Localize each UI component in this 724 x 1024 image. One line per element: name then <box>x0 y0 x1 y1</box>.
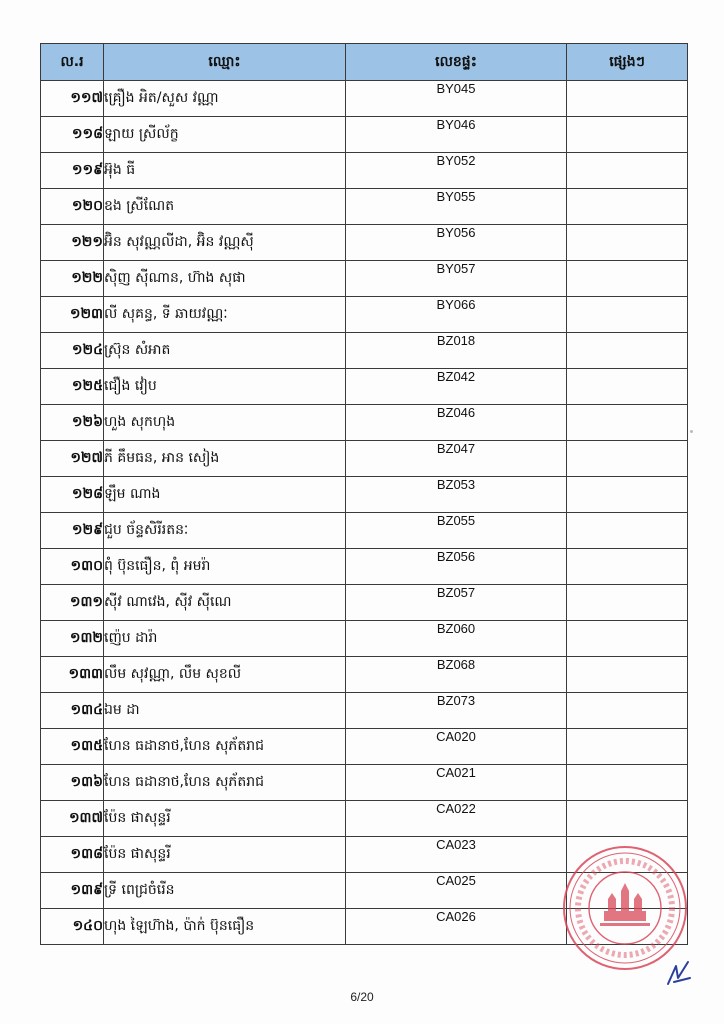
row-number-cell: ១៣៨ <box>41 837 104 873</box>
row-house-number-cell: BZ073 <box>346 693 567 729</box>
row-name-cell: ជួប ច័ន្ទសិរីរតនៈ <box>104 513 346 549</box>
row-name-cell: លី សុគន្ធ, ទី ឆាយវណ្ណៈ <box>104 297 346 333</box>
row-house-number-cell: BZ046 <box>346 405 567 441</box>
table-row <box>41 369 688 405</box>
row-number-cell: ១២៦ <box>41 405 104 441</box>
row-number-cell: ១៣១ <box>41 585 104 621</box>
row-number-cell: ១២៣ <box>41 297 104 333</box>
row-other-cell <box>567 801 688 837</box>
row-number-cell: ១៣២ <box>41 621 104 657</box>
header-number: ល.រ <box>41 44 104 81</box>
row-number-cell: ១៣៦ <box>41 765 104 801</box>
table-row <box>41 621 688 657</box>
table-row <box>41 441 688 477</box>
row-number-cell: ១២៤ <box>41 333 104 369</box>
row-house-number-cell: BZ056 <box>346 549 567 585</box>
table-row <box>41 261 688 297</box>
header-row <box>41 44 688 81</box>
table-row <box>41 513 688 549</box>
table-row <box>41 81 688 117</box>
table-row <box>41 189 688 225</box>
row-house-number-cell: CA026 <box>346 909 567 945</box>
row-name-cell: ហែន ធដានាថ,ហែន សុភ័តរាជ <box>104 765 346 801</box>
row-other-cell <box>567 693 688 729</box>
page-number: 6/20 <box>350 990 374 1004</box>
row-other-cell <box>567 477 688 513</box>
row-name-cell: ឡាយ ស្រីល័ក្ខ <box>104 117 346 153</box>
resident-table <box>40 43 688 945</box>
row-number-cell: ១២២ <box>41 261 104 297</box>
row-name-cell: ពុំ ប៊ុនធឿន, ពុំ អមរ៉ា <box>104 549 346 585</box>
table-row <box>41 297 688 333</box>
row-other-cell <box>567 441 688 477</box>
row-number-cell: ១២៥ <box>41 369 104 405</box>
table-row <box>41 801 688 837</box>
row-name-cell: លឹម សុវណ្ណា, លឹម សុខលី <box>104 657 346 693</box>
table-row <box>41 657 688 693</box>
row-name-cell: ឧង ស្រីណែត <box>104 189 346 225</box>
row-name-cell: ឡឹម ណាង <box>104 477 346 513</box>
table-row <box>41 693 688 729</box>
row-name-cell: អ៊ុង ធី <box>104 153 346 189</box>
row-number-cell: ១១៨ <box>41 117 104 153</box>
row-other-cell <box>567 333 688 369</box>
row-house-number-cell: BY057 <box>346 261 567 297</box>
row-name-cell: ហួង សុកហុង <box>104 405 346 441</box>
row-number-cell: ១៣៤ <box>41 693 104 729</box>
table-row <box>41 765 688 801</box>
table-row <box>41 477 688 513</box>
row-house-number-cell: BZ053 <box>346 477 567 513</box>
table-header <box>41 44 688 81</box>
row-number-cell: ១២៩ <box>41 513 104 549</box>
row-number-cell: ១៤០ <box>41 909 104 945</box>
table-row <box>41 729 688 765</box>
row-other-cell <box>567 549 688 585</box>
row-number-cell: ១២០ <box>41 189 104 225</box>
row-number-cell: ១១៩ <box>41 153 104 189</box>
table-row <box>41 225 688 261</box>
row-name-cell: ញ៉េប ដារ៉ា <box>104 621 346 657</box>
row-number-cell: ១២១ <box>41 225 104 261</box>
row-other-cell <box>567 189 688 225</box>
row-other-cell <box>567 585 688 621</box>
row-name-cell: ជឿង វៀប <box>104 369 346 405</box>
row-house-number-cell: CA020 <box>346 729 567 765</box>
table-row <box>41 153 688 189</box>
table-row <box>41 549 688 585</box>
row-name-cell: ឯម ដា <box>104 693 346 729</box>
row-number-cell: ១៣៧ <box>41 801 104 837</box>
row-other-cell <box>567 621 688 657</box>
row-name-cell: ប៉ែន ផាសុន្ទរី <box>104 801 346 837</box>
row-name-cell: ប៉ែន ផាសុន្ទរី <box>104 837 346 873</box>
row-house-number-cell: BZ047 <box>346 441 567 477</box>
signature-icon <box>664 958 692 988</box>
row-name-cell: អ៊ិន សុវណ្ណលីដា, អ៊ិន វណ្ណស៊ី <box>104 225 346 261</box>
row-house-number-cell: BY046 <box>346 117 567 153</box>
row-house-number-cell: BZ068 <box>346 657 567 693</box>
table-row <box>41 333 688 369</box>
row-other-cell <box>567 657 688 693</box>
row-house-number-cell: BZ060 <box>346 621 567 657</box>
row-house-number-cell: BZ042 <box>346 369 567 405</box>
row-house-number-cell: CA021 <box>346 765 567 801</box>
row-other-cell <box>567 405 688 441</box>
row-other-cell <box>567 297 688 333</box>
row-house-number-cell: BZ057 <box>346 585 567 621</box>
official-seal-icon <box>560 843 690 973</box>
row-house-number-cell: BY055 <box>346 189 567 225</box>
row-number-cell: ១២៨ <box>41 477 104 513</box>
row-number-cell: ១៣៩ <box>41 873 104 909</box>
row-number-cell: ១២៧ <box>41 441 104 477</box>
row-house-number-cell: CA022 <box>346 801 567 837</box>
row-number-cell: ១៣០ <box>41 549 104 585</box>
row-house-number-cell: CA023 <box>346 837 567 873</box>
row-other-cell <box>567 765 688 801</box>
header-other: ផ្សេងៗ <box>567 44 688 81</box>
row-other-cell <box>567 369 688 405</box>
row-house-number-cell: CA025 <box>346 873 567 909</box>
row-name-cell: ហែន ធដានាថ,ហែន សុភ័តរាជ <box>104 729 346 765</box>
row-house-number-cell: BY045 <box>346 81 567 117</box>
row-number-cell: ១៣៥ <box>41 729 104 765</box>
row-number-cell: ១៣៣ <box>41 657 104 693</box>
row-name-cell: ស៊ិញ ស៊ីណាន, ហ៊ាង សុផា <box>104 261 346 297</box>
row-other-cell <box>567 261 688 297</box>
header-house-number: លេខផ្ទះ <box>346 44 567 81</box>
row-other-cell <box>567 153 688 189</box>
table-row <box>41 405 688 441</box>
row-house-number-cell: BY056 <box>346 225 567 261</box>
row-name-cell: ហុង ឡៃហ៊ាង, ប៉ាក់ ប៊ុនធឿន <box>104 909 346 945</box>
row-house-number-cell: BZ055 <box>346 513 567 549</box>
row-house-number-cell: BY052 <box>346 153 567 189</box>
header-name: ឈ្មោះ <box>104 44 346 81</box>
table-row <box>41 117 688 153</box>
row-house-number-cell: BZ018 <box>346 333 567 369</box>
table-row <box>41 585 688 621</box>
row-other-cell <box>567 225 688 261</box>
row-name-cell: ស្រ៊ុន សំអាត <box>104 333 346 369</box>
table-body <box>41 81 688 945</box>
row-number-cell: ១១៧ <box>41 81 104 117</box>
row-name-cell: ភី គឹមធន, អាន សៀង <box>104 441 346 477</box>
row-other-cell <box>567 117 688 153</box>
scan-artifact <box>690 430 693 433</box>
row-other-cell <box>567 729 688 765</box>
row-other-cell <box>567 513 688 549</box>
row-name-cell: គ្រឿង អិត/សួស វណ្ណា <box>104 81 346 117</box>
row-house-number-cell: BY066 <box>346 297 567 333</box>
row-name-cell: ទ្រី ពេជ្រចំរើន <box>104 873 346 909</box>
row-other-cell <box>567 81 688 117</box>
row-name-cell: ស៊ីវ ណាវេង, ស៊ីវ ស៊ីណេ <box>104 585 346 621</box>
